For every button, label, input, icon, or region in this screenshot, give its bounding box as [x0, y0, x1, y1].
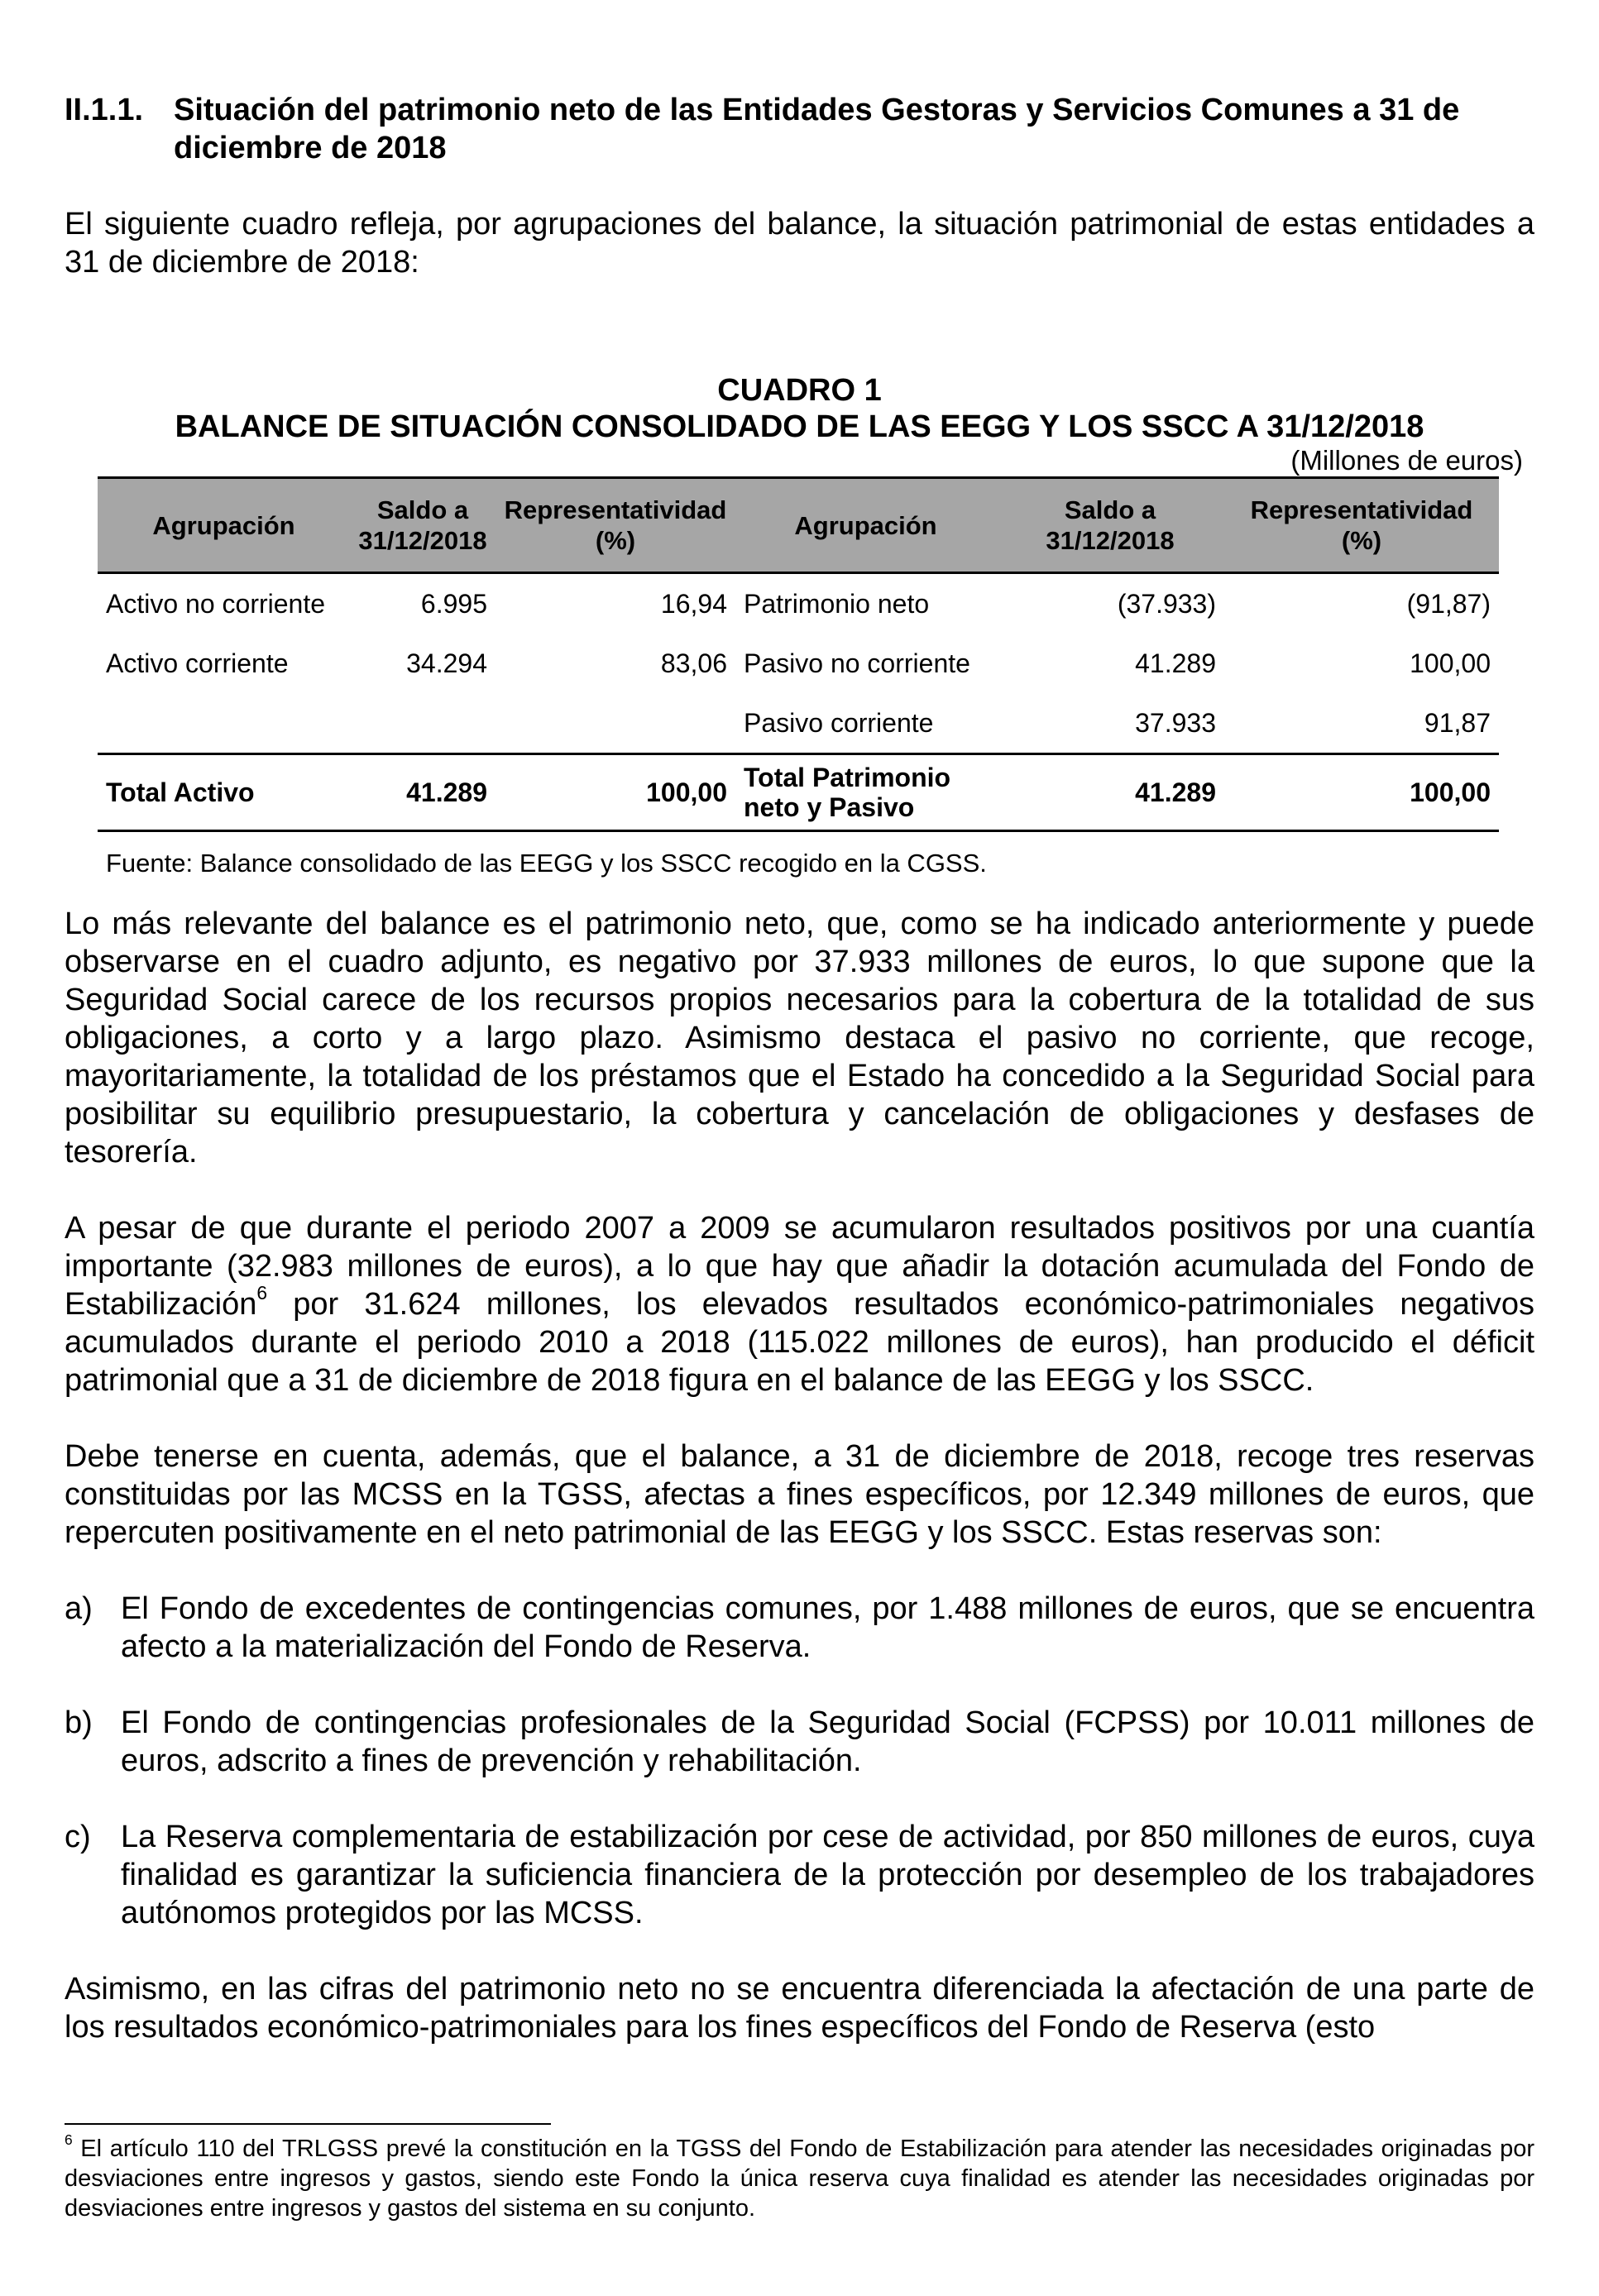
paragraph-4: Asimismo, en las cifras del patrimonio neto no se encuentra diferenciada la afectación de una parte de los resultados económico-patrimoniales para los fines específicos del Fondo de Reserva (esto [65, 1972, 1534, 2045]
table-source: Fuente: Balance consolidado de las EEGG y los SSCC recogido en la CGSS. [106, 849, 987, 878]
list-item-label: a) [65, 1591, 93, 1626]
list-item-text: El Fondo de excedentes de contingencias comunes, por 1.488 millones de euros, que se encuentra afecto a la materialización del Fondo de Reserva. [121, 1591, 1534, 1664]
header-representatividad: Representatividad (%) [1224, 478, 1499, 573]
footnote-text: El artículo 110 del TRLGSS prevé la constitución en la TGSS del Fondo de Estabilización para atender las necesidades originadas por desviaciones entre ingresos y gastos, siendo este Fondo la única reserva cuya finalidad es atender las necesidades originadas por desviaciones entre ingresos y gastos del sistema en su conjunto. [65, 2136, 1534, 2222]
table-row [98, 634, 1499, 693]
table-block [65, 372, 1534, 880]
table-caption-title: BALANCE DE SITUACIÓN CONSOLIDADO DE LAS EEGG Y LOS SSCC A 31/12/2018 [175, 409, 1424, 444]
header-saldo: Saldo a 31/12/2018 [350, 478, 495, 573]
total-repr-pasivo: 100,00 [1224, 754, 1499, 831]
intro-paragraph: El siguiente cuadro refleja, por agrupaciones del balance, la situación patrimonial de estas entidades a 31 de diciembre de 2018: [65, 207, 1534, 280]
header-agrupacion: Agrupación [735, 478, 996, 573]
table-units: (Millones de euros) [1290, 445, 1523, 476]
cell-agrupacion-activo [98, 693, 350, 754]
table-row [98, 693, 1499, 754]
paragraph-1: Lo más relevante del balance es el patrimonio neto, que, como se ha indicado anteriormente y puede observarse en el cuadro adjunto, es negativo por 37.933 millones de euros, lo que supone que la Seguridad Social carece de los recursos propios necesarios para la cobertura de la totalidad de sus obligaciones, a corto y a largo plazo. Asimismo destaca el pasivo no corriente, que recoge, mayoritariamente, la totalidad de los préstamos que el Estado ha concedido a la Seguridad Social para posibilitar su equilibrio presupuestario, la cobertura y cancelación de obligaciones y desfases de tesorería. [65, 906, 1534, 1170]
total-agrupacion-pasivo: Total Patrimonio neto y Pasivo [735, 754, 996, 831]
table-header-row [98, 478, 1499, 573]
section-number: II.1.1. [65, 93, 144, 127]
cell-saldo-activo [350, 693, 495, 754]
cell-agrupacion-pasivo: Patrimonio neto [744, 589, 930, 619]
cell-agrupacion-activo: Activo corriente [106, 648, 289, 678]
document-page [65, 91, 1534, 2046]
cell-saldo-pasivo: 41.289 [1135, 648, 1216, 678]
header-agrupacion: Agrupación [98, 478, 350, 573]
cell-repr-pasivo: (91,87) [1406, 589, 1491, 619]
table-row [98, 573, 1499, 634]
list-item-label: b) [65, 1705, 93, 1740]
balance-table [98, 476, 1499, 832]
paragraph-2 [65, 1209, 1534, 1399]
table-total-row [98, 754, 1499, 831]
list-item [65, 1818, 1534, 1932]
cell-repr-activo: 16,94 [660, 589, 727, 619]
header-saldo: Saldo a 31/12/2018 [996, 478, 1224, 573]
cell-saldo-activo: 6.995 [420, 589, 487, 619]
total-repr-activo: 100,00 [495, 754, 735, 831]
paragraph-2-part-a: A pesar de que durante el periodo 2007 a 2009 se acumularon resultados positivos por una cuantía importante (32.983 millones de euros), a lo que hay que añadir la dotación acumulada del Fondo de Estabilización [65, 1211, 1534, 1322]
total-agrupacion-activo: Total Activo [98, 754, 350, 831]
header-representatividad: Representatividad (%) [495, 478, 735, 573]
footnote [65, 2131, 1534, 2223]
table-caption-number: CUADRO 1 [717, 373, 882, 408]
cell-agrupacion-activo: Activo no corriente [106, 589, 326, 619]
section-heading [65, 91, 1534, 167]
paragraph-3: Debe tenerse en cuenta, además, que el balance, a 31 de diciembre de 2018, recoge tres reservas constituidas por las MCSS en la TGSS, afectas a fines específicos, por 12.349 millones de euros, que repercuten positivamente en el neto patrimonial de las EEGG y los SSCC. Estas reservas son: [65, 1439, 1534, 1550]
cell-repr-activo [495, 693, 735, 754]
footnote-mark: 6 [65, 2131, 73, 2148]
cell-repr-pasivo: 91,87 [1424, 708, 1491, 738]
cell-saldo-pasivo: (37.933) [1117, 589, 1216, 619]
cell-repr-pasivo: 100,00 [1410, 648, 1491, 678]
cell-saldo-activo: 34.294 [406, 648, 487, 678]
section-title: Situación del patrimonio neto de las Entidades Gestoras y Servicios Comunes a 31 de diciembre de 2018 [174, 93, 1460, 165]
footnote-divider [65, 2123, 551, 2125]
list-item-label: c) [65, 1820, 91, 1854]
list-item-text: La Reserva complementaria de estabilización por cese de actividad, por 850 millones de euros, cuya finalidad es garantizar la suficiencia financiera de la protección por desempleo de los trabajadores autónomos protegidos por las MCSS. [121, 1820, 1534, 1930]
cell-agrupacion-pasivo: Pasivo corriente [744, 708, 934, 738]
cell-saldo-pasivo: 37.933 [1135, 708, 1216, 738]
footnote-reference: 6 [256, 1281, 268, 1303]
list-item [65, 1704, 1534, 1780]
cell-repr-activo: 83,06 [660, 648, 727, 678]
cell-agrupacion-pasivo: Pasivo no corriente [744, 648, 970, 678]
list-item-text: El Fondo de contingencias profesionales de la Seguridad Social (FCPSS) por 10.011 millones de euros, adscrito a fines de prevención y rehabilitación. [121, 1705, 1534, 1778]
paragraph-2-part-b: por 31.624 millones, los elevados resultados económico-patrimoniales negativos acumulados durante el periodo 2010 a 2018 (115.022 millones de euros), han producido el déficit patrimonial que a 31 de diciembre de 2018 figura en el balance de las EEGG y los SSCC. [65, 1287, 1534, 1398]
total-saldo-activo: 41.289 [350, 754, 495, 831]
total-saldo-pasivo: 41.289 [996, 754, 1224, 831]
list-item [65, 1590, 1534, 1666]
